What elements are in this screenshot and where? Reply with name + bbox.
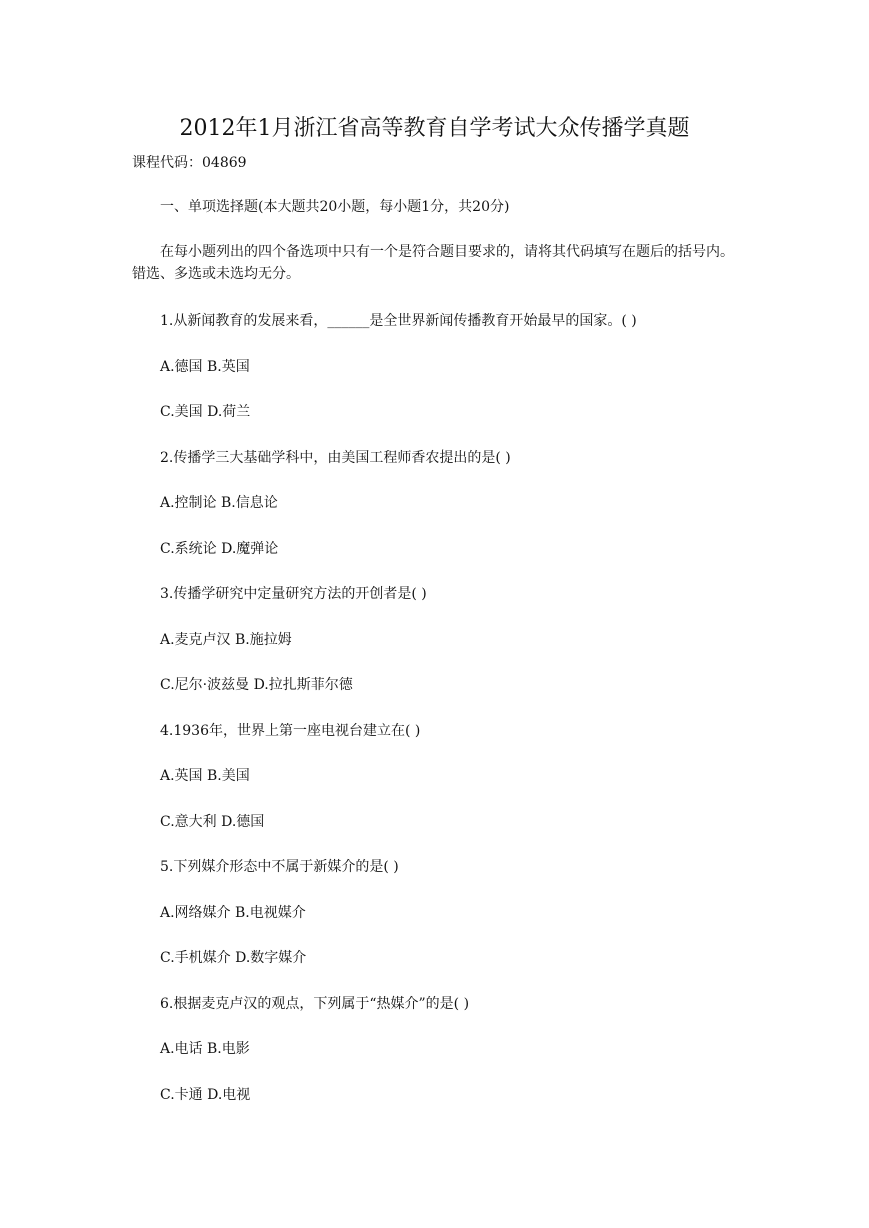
- instructions: 在每小题列出的四个备选项中只有一个是符合题目要求的，请将其代码填写在题后的括号内。错选、多选或未选均无分。: [132, 244, 734, 282]
- question-4-options-cd: C.意大利 D.德国: [160, 814, 265, 830]
- question-3-options-cd: C.尼尔·波兹曼 D.拉扎斯菲尔德: [160, 677, 353, 693]
- question-4-options-ab: A.英国 B.美国: [160, 768, 250, 784]
- question-3-options-ab: A.麦克卢汉 B.施拉姆: [160, 632, 292, 648]
- question-2-stem: 2.传播学三大基础学科中，由美国工程师香农提出的是( ): [160, 450, 511, 466]
- question-1-stem: 1.从新闻教育的发展来看，______是全世界新闻传播教育开始最早的国家。( ): [160, 313, 637, 329]
- question-4-stem: 4.1936年，世界上第一座电视台建立在( ): [160, 723, 421, 739]
- question-2-options-cd: C.系统论 D.魔弹论: [160, 541, 279, 557]
- document-title: 2012年1月浙江省高等教育自学考试大众传播学真题: [179, 116, 690, 141]
- question-6-stem: 6.根据麦克卢汉的观点，下列属于“热媒介”的是( ): [160, 996, 470, 1012]
- question-5-stem: 5.下列媒介形态中不属于新媒介的是( ): [160, 859, 399, 875]
- question-6-options-cd: C.卡通 D.电视: [160, 1087, 251, 1103]
- question-3-stem: 3.传播学研究中定量研究方法的开创者是( ): [160, 586, 427, 602]
- question-1-options-ab: A.德国 B.英国: [160, 359, 250, 375]
- course-code: 课程代码：04869: [132, 155, 247, 171]
- question-2-options-ab: A.控制论 B.信息论: [160, 495, 278, 511]
- question-5-options-ab: A.网络媒介 B.电视媒介: [160, 905, 306, 921]
- question-6-options-ab: A.电话 B.电影: [160, 1041, 250, 1057]
- section-heading: 一、单项选择题(本大题共20小题，每小题1分，共20分): [160, 199, 510, 215]
- question-1-options-cd: C.美国 D.荷兰: [160, 404, 251, 420]
- question-5-options-cd: C.手机媒介 D.数字媒介: [160, 950, 307, 966]
